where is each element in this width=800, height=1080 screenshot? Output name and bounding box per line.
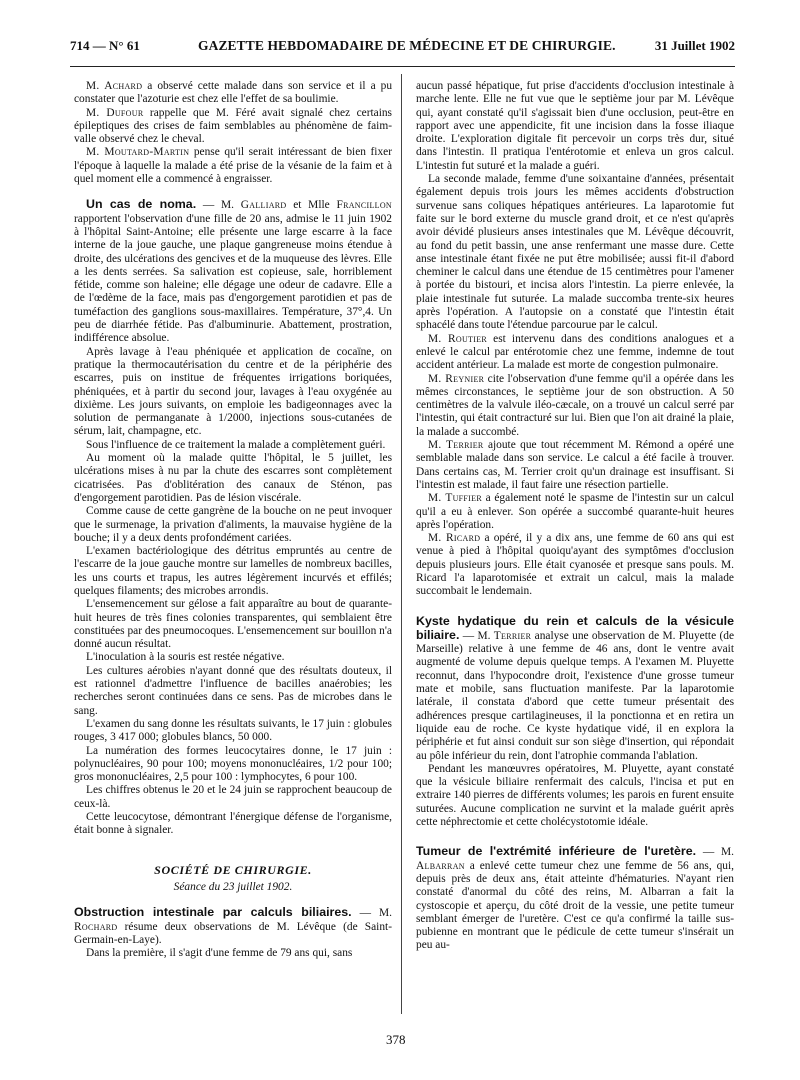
paragraph: Les chiffres obtenus le 20 et le 24 juin se rapprochent beaucoup de ceux-là. — [74, 784, 392, 810]
paragraph: Après lavage à l'eau phéniquée et application de cocaïne, on pratique la thermocautérisation du centre et de la périphérie des escarres, puis on institue de fréquentes irrigations boriquées, phéniquées, et à partir du second jour, lavages à l'eau oxygénée au dixième. Les jours suivants, on emploie les badigeonnages avec la solution de permanganate à 1/2000, injections sous-cutanées de sérum, lait, champagne, etc. — [74, 345, 392, 438]
paragraph: La numération des formes leucocytaires donne, le 17 juin : polynucléaires, 90 pour 100; moyens mononucléaires, 1/2 pour 100; gros mononucléaires, 2,5 pour 100 : lymphocytes, 6 pour 100. — [74, 744, 392, 784]
running-header — [70, 38, 735, 62]
paragraph-terrier: M. Terrier ajoute que tout récemment M. Rémond a opéré une semblable malade dans son service. Le calcul a été facile à trouver. Dans certains cas, M. Terrier croit qu'un drainage est insuffisant. Si l'intestin est malade, il faut faire une résection partielle. — [416, 439, 734, 491]
paragraph-moutard-martin: M. Moutard-Martin pense qu'il serait intéressant de bien fixer l'époque à laquelle la malade a été prise de la vésanie de la faim et à quel moment elle a commencé à engraisser. — [74, 146, 392, 186]
left-column — [74, 80, 392, 960]
journal-title: GAZETTE HEBDOMADAIRE DE MÉDECINE ET DE CHIRURGIE. — [198, 38, 616, 53]
column-divider — [401, 74, 402, 1014]
section-title: SOCIÉTÉ DE CHIRURGIE. — [154, 862, 312, 877]
article-tumeur: Tumeur de l'extrémité inférieure de l'uretère. — M. Albarran a enlevé cette tumeur chez une femme de 56 ans, qui, depuis près de deux ans, était atteinte d'hématuries. N'ayant rien constaté d'anormal du côté des reins, M. Albarran a fait la cystoscopie et aperçu, du côté droit de la vessie, une petite tumeur semblant émerger de l'uretère. C'est ce qu'a confirmé la taille sus-pubienne en montrant que le pédicule de cette tumeur s'insérait un peu au- — [416, 844, 734, 952]
article-title: Un cas de noma. — [86, 197, 197, 212]
folio-number: 378 — [386, 1032, 406, 1047]
paragraph-tuffier: M. Tuffier a également noté le spasme de l'intestin sur un calcul qu'il a eu à enlever. Son opérée a succombé quarante-huit heures après l'opération. — [416, 492, 734, 531]
paragraph: aucun passé hépatique, fut prise d'accidents d'occlusion intestinale à marche lente. Elle ne fut vue que le septième jour par M. Lévêque qui, ayant constaté qu'il s'agissait bien d'une occlusion, peut-être en rapport avec une appendicite, fit une incision dans la fosse iliaque droite. L'exploration digitale fit percevoir un corps très dur, situé dans l'intestin. Il pratiqua l'entérotomie et enleva un gros calcul. L'intestin fut suturé et la malade a guéri. — [416, 80, 734, 172]
paragraph: Pendant les manœuvres opératoires, M. Pluyette, ayant constaté que la vésicule biliaire renfermait des calculs, l'incisa et put en extraire 140 pierres de différents volumes; les parois en furent ensuite suturées. Aucune complication ne survint et la malade guérit après cette néphrectomie et cette cholécystotomie idéale. — [416, 762, 734, 829]
paragraph: Les cultures aérobies n'ayant donné que des résultats douteux, il est rationnel d'admettre l'influence de bacilles anaérobies; les recherches seront continuées dans ce sens. Pas de microbes dans le sang. — [74, 664, 392, 717]
page-number: 714 — N° 61 — [70, 38, 140, 53]
paragraph: Comme cause de cette gangrène de la bouche on ne peut invoquer que le surmenage, la privation d'aliments, la mauvaise hygiène de la bouche; il y a deux dents profondément cariées. — [74, 505, 392, 544]
session-date: Séance du 23 juillet 1902. — [173, 880, 293, 893]
article-noma: Un cas de noma. — M. Galliard et Mlle Francillon rapportent l'observation d'une fille de 20 ans, admise le 11 juin 1902 à l'hôpital Saint-Antoine; elle présente une large escarre à la face interne de la joue gauche, une plaque gangreneuse moins étendue à droite, des ulcérations des gencives et de la muqueuse des lèvres. Elle a les dents serrées. Sa salivation est copieuse, sale, horriblement fétide, comme son haleine; elle dégage une odeur de cadavre. Elle a de l'œdème de la face, mais pas d'engorgement parotidien et pas de tuméfaction des ganglions sous-maxillaires. Température, 37°,4. Un peu de diarrhée fétide. Pas d'albuminurie. Abattement, prostration, indifférence absolue. — [74, 197, 393, 345]
paragraph: L'ensemencement sur gélose a fait apparaître au bout de quarante-huit heures de très fines colonies transparentes, qui semblaient être constituées par des pneumocoques. L'ensemencement sur bouillon n'a donné aucun résultat. — [74, 598, 392, 651]
article-title: Obstruction intestinale par calculs biliaires. — [74, 905, 352, 920]
paragraph: Dans la première, il s'agit d'une femme de 79 ans qui, sans — [86, 947, 353, 960]
paragraph-achard: M. Achard a observé cette malade dans son service et il a pu constater que l'azoturie est chez elle l'effet de sa boulimie. — [74, 80, 393, 106]
paragraph-routier: M. Routier est intervenu dans des conditions analogues et a enlevé le calcul par entérotomie chez une femme, indemne de tout accident antérieur. La malade est morte de congestion pulmonaire. — [416, 332, 735, 372]
header-rule — [70, 66, 735, 67]
paragraph: Au moment où la malade quitte l'hôpital, le 5 juillet, les ulcérations mises à nu par la chute des escarres sont complètement cicatrisées. Pas d'oblitération des canaux de Sténon, pas d'engorgement parotidien. Pas de lésion viscérale. — [74, 452, 392, 504]
article-obstruction: Obstruction intestinale par calculs biliaires. — M. Rochard résume deux observations de M. Lévêque (de Saint-Germain-en-Laye). — [74, 905, 393, 946]
paragraph: La seconde malade, femme d'une soixantaine d'années, présentait également depuis trois jours les mêmes accidents d'obstruction survenue sans coliques hépatiques antérieures. La laparotomie fut faite sur le bord externe du muscle grand droit, et ce n'est qu'après avoir dévidé plusieurs anses intestinales que M. Lévêque découvrit, au fond du petit bassin, une anse renfermant une masse dure. Cette anse intestinale étant fixée ne put être mobilisée; aussi fit-il d'abord cheminer le calcul dans une étendue de 15 centimètres pour l'amener à portée du bistouri, et incisa alors l'intestin. La pierre enlevée, la plaie intestinale fut suturée. La malade succomba trente-six heures après l'opération. A l'autopsie on a constaté que l'intestin était sphacélé dans toute l'étendue parcourue par le calcul. — [416, 173, 734, 332]
right-column — [416, 80, 734, 953]
article-title: Tumeur de l'extrémité inférieure de l'uretère. — [416, 844, 697, 859]
article-kyste: Kyste hydatique du rein et calculs de la vésicule biliaire. — M. Terrier analyse une observation de M. Pluyette (de Marseille) relative à une femme de 46 ans, dont le ventre avait augmenté de volume depuis quelque temps. A l'examen M. Pluyette reconnut, dans l'hypocondre droit, l'existence d'une grosse tumeur mate et mobile, sans fluctuation manifeste. Par la laparotomie latérale, il constata d'abord que cette tumeur présentait des adhérences presque cartilagineuses, il la ponctionna et en retira un liquide eau de roche. Ce kyste hydatique vidé, il en explora la périphérie et fut ainsi conduit sur son siège d'insertion, qui répondait au pôle inférieur du rein, dont l'atrophie commanda l'ablation. — [416, 613, 735, 762]
article-title: Kyste hydatique du rein et calculs de la vésicule biliaire. — [416, 613, 734, 642]
paragraph: L'examen bactériologique des détritus empruntés au centre de l'escarre de la joue gauche montre sur lamelles de nombreux bacilles, les uns courts et trapus, les autres légèrement incurvés et effilés; quelques filaments; des microbes arrondis. — [74, 545, 392, 597]
issue-date: 31 Juillet 1902 — [654, 38, 735, 53]
paragraph-ricard: M. Ricard a opéré, il y a dix ans, une femme de 60 ans qui est venue à pied à l'hôpital quoiqu'ayant des symptômes d'occlusion depuis plusieurs jours. Elle était cyanosée et presque sans pouls. M. Ricard l'a laparotomisée et extrait un calcul, mais la malade succombait le lendemain. — [416, 532, 734, 598]
paragraph: L'inoculation à la souris est restée négative. — [86, 651, 285, 664]
paragraph: Cette leucocytose, démontrant l'énergique défense de l'organisme, était bonne à signaler. — [74, 811, 392, 837]
paragraph: Sous l'influence de ce traitement la malade a complètement guéri. — [86, 438, 386, 451]
paragraph-dufour: M. Dufour rappelle que M. Féré avait signalé chez certains épileptiques des crises de faim semblables au phénomène de faim-valle observé chez le cheval. — [74, 106, 392, 146]
paragraph-reynier: M. Reynier cite l'observation d'une femme qu'il a opérée dans les mêmes circonstances, le septième jour de son obstruction. A 50 centimètres de la valvule iléo-cæcale, on a trouvé un calcul serré par l'intestin, qui était contracturé sur lui. Bien que l'on ait drainé la plaie, la malade a succombé. — [416, 372, 734, 438]
paragraph: L'examen du sang donne les résultats suivants, le 17 juin : globules rouges, 3 417 000; globules blancs, 50 000. — [74, 717, 392, 744]
